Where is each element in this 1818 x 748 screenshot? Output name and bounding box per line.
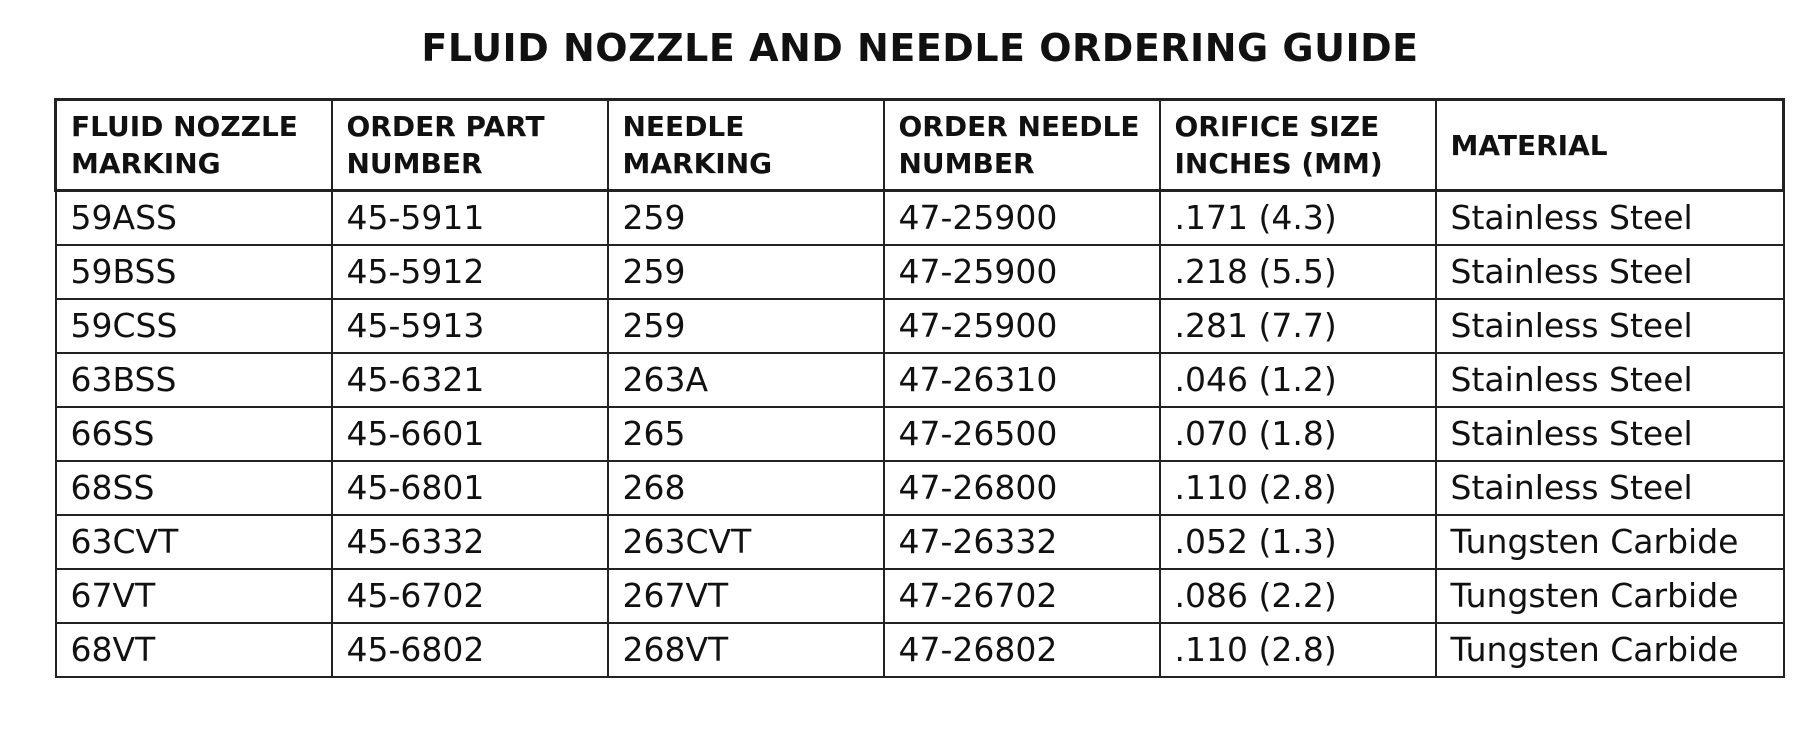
cell-order-part-number: 45-5912: [332, 245, 608, 299]
cell-fluid-nozzle-marking: 59BSS: [56, 245, 332, 299]
cell-order-needle-number: 47-26500: [884, 407, 1160, 461]
cell-order-needle-number: 47-26332: [884, 515, 1160, 569]
cell-orifice-size: .110 (2.8): [1160, 623, 1436, 677]
table-row: [56, 515, 1784, 569]
cell-order-part-number: 45-6802: [332, 623, 608, 677]
cell-needle-marking: 267VT: [608, 569, 884, 623]
cell-order-part-number: 45-6801: [332, 461, 608, 515]
table-row: [56, 623, 1784, 677]
cell-needle-marking: 268: [608, 461, 884, 515]
cell-orifice-size: .052 (1.3): [1160, 515, 1436, 569]
table-row: [56, 461, 1784, 515]
cell-order-needle-number: 47-25900: [884, 245, 1160, 299]
cell-fluid-nozzle-marking: 63CVT: [56, 515, 332, 569]
table-row: [56, 353, 1784, 407]
cell-order-needle-number: 47-26702: [884, 569, 1160, 623]
cell-order-part-number: 45-6702: [332, 569, 608, 623]
cell-material: Stainless Steel: [1436, 245, 1784, 299]
cell-orifice-size: .086 (2.2): [1160, 569, 1436, 623]
cell-order-needle-number: 47-25900: [884, 299, 1160, 353]
cell-order-part-number: 45-6321: [332, 353, 608, 407]
table-header-row: [56, 100, 1784, 191]
table-row: [56, 299, 1784, 353]
cell-order-needle-number: 47-26310: [884, 353, 1160, 407]
cell-order-part-number: 45-6332: [332, 515, 608, 569]
cell-needle-marking: 263CVT: [608, 515, 884, 569]
header-orifice-size: ORIFICE SIZE INCHES (MM): [1160, 100, 1436, 191]
cell-needle-marking: 259: [608, 191, 884, 246]
cell-needle-marking: 259: [608, 299, 884, 353]
cell-material: Stainless Steel: [1436, 353, 1784, 407]
header-fluid-nozzle-marking: FLUID NOZZLE MARKING: [56, 100, 332, 191]
cell-order-part-number: 45-5913: [332, 299, 608, 353]
cell-order-needle-number: 47-26802: [884, 623, 1160, 677]
cell-fluid-nozzle-marking: 68VT: [56, 623, 332, 677]
cell-orifice-size: .046 (1.2): [1160, 353, 1436, 407]
header-needle-marking: NEEDLE MARKING: [608, 100, 884, 191]
cell-orifice-size: .281 (7.7): [1160, 299, 1436, 353]
cell-order-needle-number: 47-25900: [884, 191, 1160, 246]
ordering-guide-table: [54, 98, 1785, 678]
cell-needle-marking: 263A: [608, 353, 884, 407]
table-row: [56, 191, 1784, 246]
cell-fluid-nozzle-marking: 67VT: [56, 569, 332, 623]
cell-order-needle-number: 47-26800: [884, 461, 1160, 515]
cell-material: Stainless Steel: [1436, 407, 1784, 461]
cell-orifice-size: .110 (2.8): [1160, 461, 1436, 515]
cell-order-part-number: 45-6601: [332, 407, 608, 461]
cell-fluid-nozzle-marking: 63BSS: [56, 353, 332, 407]
page-title: FLUID NOZZLE AND NEEDLE ORDERING GUIDE: [421, 26, 1419, 70]
cell-fluid-nozzle-marking: 66SS: [56, 407, 332, 461]
table-row: [56, 245, 1784, 299]
cell-needle-marking: 259: [608, 245, 884, 299]
cell-material: Tungsten Carbide: [1436, 515, 1784, 569]
cell-orifice-size: .070 (1.8): [1160, 407, 1436, 461]
header-material: MATERIAL: [1436, 100, 1784, 191]
cell-material: Stainless Steel: [1436, 461, 1784, 515]
cell-material: Tungsten Carbide: [1436, 569, 1784, 623]
cell-needle-marking: 268VT: [608, 623, 884, 677]
cell-orifice-size: .171 (4.3): [1160, 191, 1436, 246]
cell-needle-marking: 265: [608, 407, 884, 461]
table-row: [56, 407, 1784, 461]
cell-fluid-nozzle-marking: 68SS: [56, 461, 332, 515]
table-row: [56, 569, 1784, 623]
cell-material: Tungsten Carbide: [1436, 623, 1784, 677]
cell-order-part-number: 45-5911: [332, 191, 608, 246]
header-order-part-number: ORDER PART NUMBER: [332, 100, 608, 191]
header-order-needle-number: ORDER NEEDLE NUMBER: [884, 100, 1160, 191]
cell-material: Stainless Steel: [1436, 191, 1784, 246]
cell-fluid-nozzle-marking: 59CSS: [56, 299, 332, 353]
cell-material: Stainless Steel: [1436, 299, 1784, 353]
cell-fluid-nozzle-marking: 59ASS: [56, 191, 332, 246]
cell-orifice-size: .218 (5.5): [1160, 245, 1436, 299]
